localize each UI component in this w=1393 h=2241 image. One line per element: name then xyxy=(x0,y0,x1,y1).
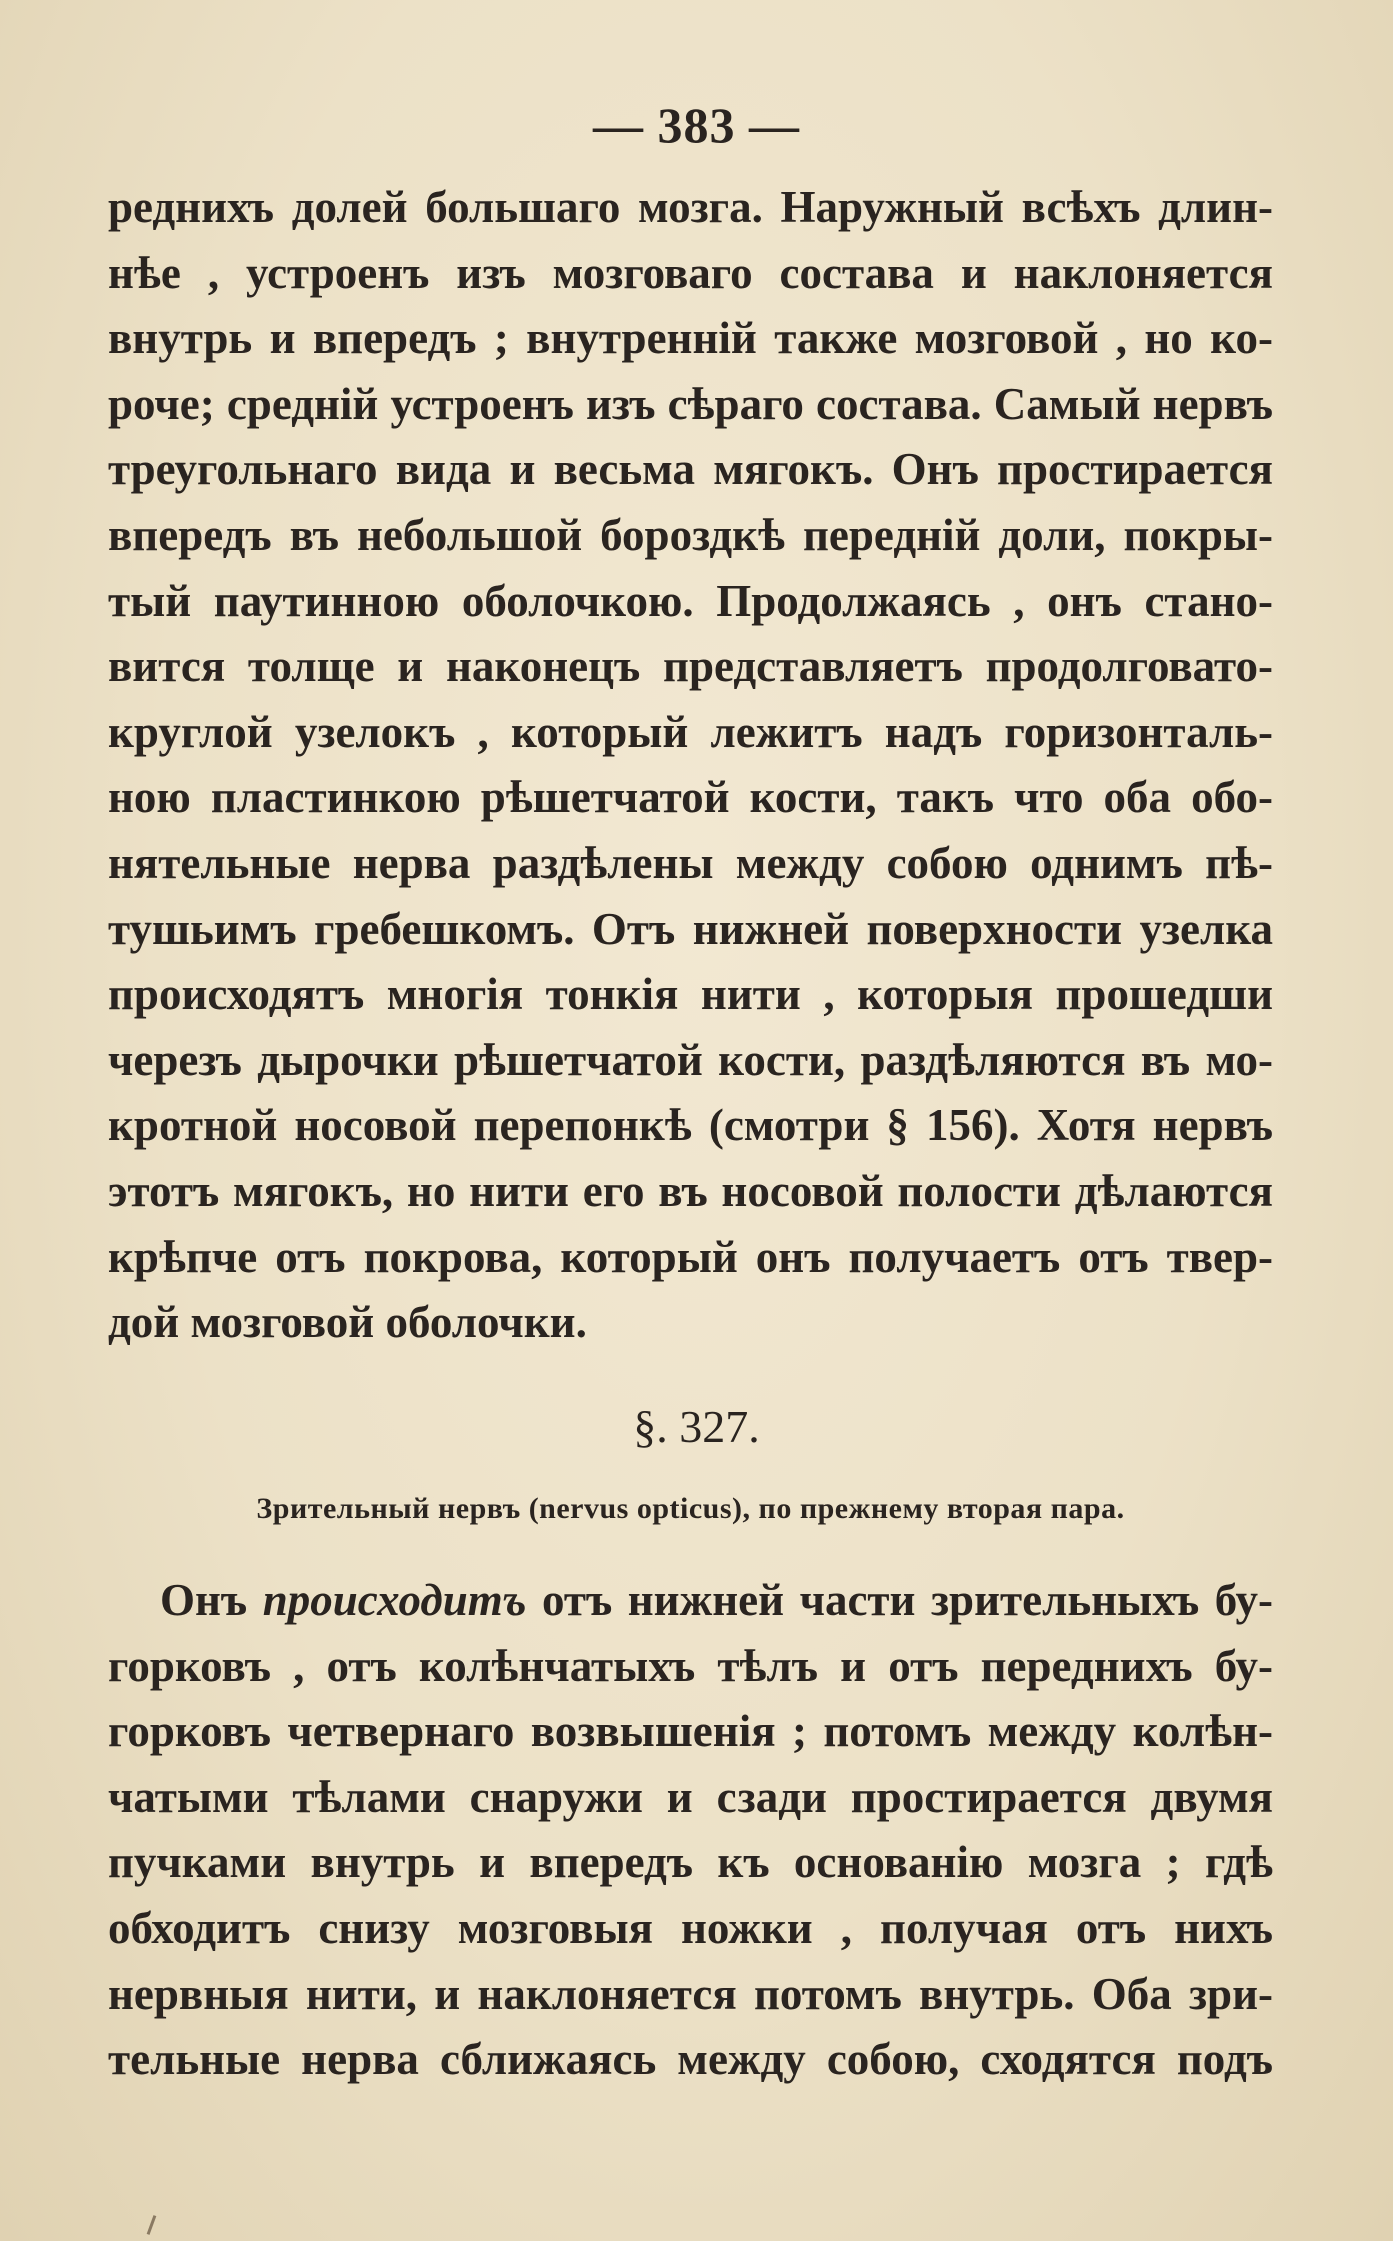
text-line: тый паутинною оболочкою. Продолжаясь , онъ стано- xyxy=(108,575,1273,626)
paragraph-1 xyxy=(108,175,1273,1356)
text-line: треугольнаго вида и весьма мягокъ. Онъ простирается xyxy=(108,444,1273,495)
text-line: черезъ дырочки рѣшетчатой кости, раздѣляются въ мо- xyxy=(108,1034,1273,1085)
text-line: чатыми тѣлами снаружи и сзади простирается двумя xyxy=(108,1771,1273,1822)
text-line: впередъ въ небольшой бороздкѣ передній доли, покры- xyxy=(108,509,1273,560)
text-line: этотъ мягокъ, но нити его въ носовой полости дѣлаются xyxy=(108,1165,1273,1216)
text-line: обходитъ снизу мозговыя ножки , получая отъ нихъ xyxy=(108,1902,1273,1953)
text-line: происходятъ многія тонкія нити , которыя прошедши xyxy=(108,969,1273,1020)
section-heading: Зрительный нервъ (nervus opticus), по прежнему вторая пара. xyxy=(256,1492,1125,1525)
text-run: отъ нижней части зрительныхъ бу- xyxy=(526,1575,1273,1625)
text-line-first xyxy=(108,1568,1273,1634)
text-line: горковъ четвернаго возвышенія ; потомъ между колѣн- xyxy=(108,1706,1273,1757)
text-line: вится толще и наконецъ представляетъ продолговато- xyxy=(108,641,1273,692)
text-line: тушьимъ гребешкомъ. Отъ нижней поверхности узелка xyxy=(108,903,1273,954)
text-line: нѣе , устроенъ изъ мозговаго состава и наклоняется xyxy=(108,247,1273,298)
text-line: дой мозговой оболочки. xyxy=(108,1297,587,1348)
text-run: Онъ xyxy=(160,1575,263,1625)
section-number: §. 327. xyxy=(633,1401,760,1452)
text-line: нервныя нити, и наклоняется потомъ внутрь. Оба зри- xyxy=(108,1968,1273,2019)
page-mark xyxy=(147,2215,157,2235)
text-line: пучками внутрь и впередъ къ основанію мозга ; гдѣ xyxy=(108,1837,1273,1888)
text-line: круглой узелокъ , который лежитъ надъ горизонталь- xyxy=(108,706,1273,757)
text-line: нятельные нерва раздѣлены между собою однимъ пѣ- xyxy=(108,837,1273,888)
text-line: тельные нерва сближаясь между собою, сходятся подъ xyxy=(108,2034,1273,2085)
text-line: ною пластинкою рѣшетчатой кости, такъ что оба обо- xyxy=(108,772,1273,823)
text-line: роче; средній устроенъ изъ сѣраго состава. Самый нервъ xyxy=(108,378,1273,429)
text-line: крѣпче отъ покрова, который онъ получаетъ отъ твер- xyxy=(108,1231,1273,1282)
text-line: кротной носовой перепонкѣ (смотри § 156). Хотя нервъ xyxy=(108,1100,1273,1151)
text-line: горковъ , отъ колѣнчатыхъ тѣлъ и отъ переднихъ бу- xyxy=(108,1640,1273,1691)
text-line: внутрь и впередъ ; внутренній также мозговой , но ко- xyxy=(108,313,1273,364)
text-line: реднихъ долей большаго мозга. Наружный всѣхъ длин- xyxy=(108,182,1273,232)
paragraph-2 xyxy=(108,1568,1273,2093)
page-number: — 383 — xyxy=(593,97,800,153)
italic-term: происходитъ xyxy=(262,1575,527,1625)
